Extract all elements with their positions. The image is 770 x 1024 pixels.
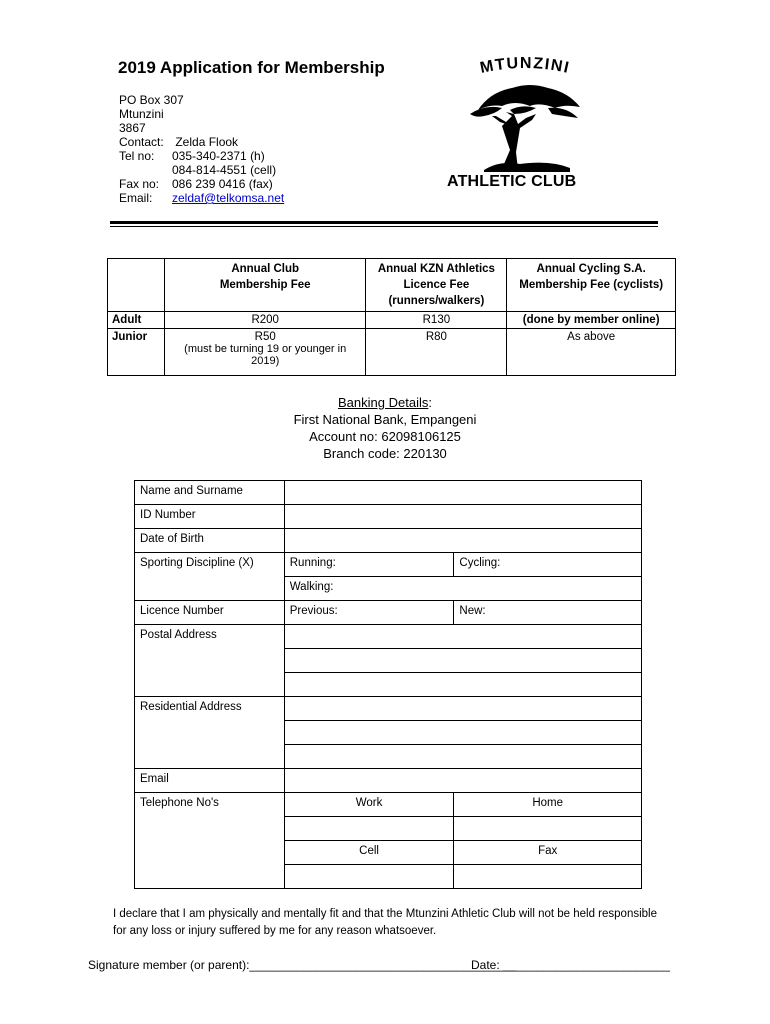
fax-field[interactable]	[454, 865, 642, 889]
licence-label: Licence Number	[135, 601, 285, 625]
page-title: 2019 Application for Membership	[118, 58, 385, 77]
cell-header: Cell	[284, 841, 454, 865]
fees-row-junior	[108, 329, 676, 376]
contact-label: Contact:	[119, 135, 164, 149]
home-phone-field[interactable]	[454, 817, 642, 841]
row-label: Adult	[108, 312, 165, 329]
discipline-label: Sporting Discipline (X)	[135, 553, 285, 601]
telephone-label: Telephone No's	[135, 793, 285, 889]
residential-address-line-2[interactable]	[284, 721, 641, 745]
postal-address-line-2[interactable]	[284, 649, 641, 673]
account-number: Account no: 62098106125	[309, 429, 461, 444]
contact-block	[119, 93, 284, 205]
date-line[interactable]: Date: _________________________	[471, 958, 670, 972]
cycling-fee: As above	[507, 329, 676, 376]
email-link[interactable]: zeldaf@telkomsa.net	[172, 191, 285, 205]
fees-header-row	[108, 259, 676, 312]
header-divider-thin	[110, 226, 658, 227]
name-field[interactable]	[284, 481, 641, 505]
kzn-fee: R130	[366, 312, 507, 329]
walking-field[interactable]: Walking:	[284, 577, 641, 601]
id-label: ID Number	[135, 505, 285, 529]
svg-text:MTUNZINI: MTUNZINI	[478, 54, 572, 78]
fax-number: 086 239 0416 (fax)	[172, 177, 273, 191]
address-line: PO Box 307	[119, 93, 184, 107]
fee-header-kzn: Annual KZN Athletics Licence Fee (runners/walkers)	[366, 259, 507, 312]
id-field[interactable]	[284, 505, 641, 529]
dob-label: Date of Birth	[135, 529, 285, 553]
residential-address-label: Residential Address	[135, 697, 285, 769]
new-licence-field[interactable]: New:	[454, 601, 642, 625]
email-label: Email	[135, 769, 285, 793]
residential-address-line-3[interactable]	[284, 745, 641, 769]
postal-address-line-3[interactable]	[284, 673, 641, 697]
address-line: 3867	[119, 121, 146, 135]
branch-code: Branch code: 220130	[323, 446, 447, 461]
logo-bottom-text: ATHLETIC CLUB	[447, 173, 577, 190]
fees-table	[107, 258, 676, 376]
residential-address-line-1[interactable]	[284, 697, 641, 721]
home-header: Home	[454, 793, 642, 817]
club-fee: R50	[254, 331, 276, 343]
kzn-fee: R80	[366, 329, 507, 376]
signature-line[interactable]: Signature member (or parent):________________________________________	[88, 958, 517, 972]
fee-header-cycling: Annual Cycling S.A. Membership Fee (cyclists)	[507, 259, 676, 312]
application-form	[134, 480, 642, 889]
postal-address-line-1[interactable]	[284, 625, 641, 649]
banking-title: Banking Details	[338, 395, 429, 410]
address-line: Mtunzini	[119, 107, 164, 121]
contact-name: Zelda Flook	[175, 135, 239, 149]
banking-details: Banking Details: First National Bank, Empangeni Account no: 62098106125 Branch code: 220130	[0, 394, 770, 462]
club-fee: R200	[164, 312, 366, 329]
tel-cell: 084-814-4551 (cell)	[172, 163, 277, 177]
running-field[interactable]: Running:	[284, 553, 454, 577]
cell-phone-field[interactable]	[284, 865, 454, 889]
fax-header: Fax	[454, 841, 642, 865]
dob-field[interactable]	[284, 529, 641, 553]
declaration-text: I declare that I am physically and mentally fit and that the Mtunzini Athletic Club will not be held responsible for any loss or injury suffered by me for any reason whatsoever.	[113, 908, 657, 937]
tel-label: Tel no:	[119, 149, 155, 163]
email-label: Email:	[119, 191, 153, 205]
fax-label: Fax no:	[119, 177, 160, 191]
row-label: Junior	[108, 329, 165, 376]
previous-licence-field[interactable]: Previous:	[284, 601, 454, 625]
email-field[interactable]	[284, 769, 641, 793]
postal-address-label: Postal Address	[135, 625, 285, 697]
fees-row-adult	[108, 312, 676, 329]
club-fee-note: (must be turning 19 or younger in 2019)	[184, 343, 347, 367]
name-label: Name and Surname	[135, 481, 285, 505]
tel-home: 035-340-2371 (h)	[172, 149, 265, 163]
cycling-field[interactable]: Cycling:	[454, 553, 642, 577]
cycling-fee: (done by member online)	[507, 312, 676, 329]
work-header: Work	[284, 793, 454, 817]
header-divider	[110, 221, 658, 224]
bank-name: First National Bank, Empangeni	[293, 412, 477, 427]
fee-header-club: Annual Club Membership Fee	[164, 259, 366, 312]
work-phone-field[interactable]	[284, 817, 454, 841]
